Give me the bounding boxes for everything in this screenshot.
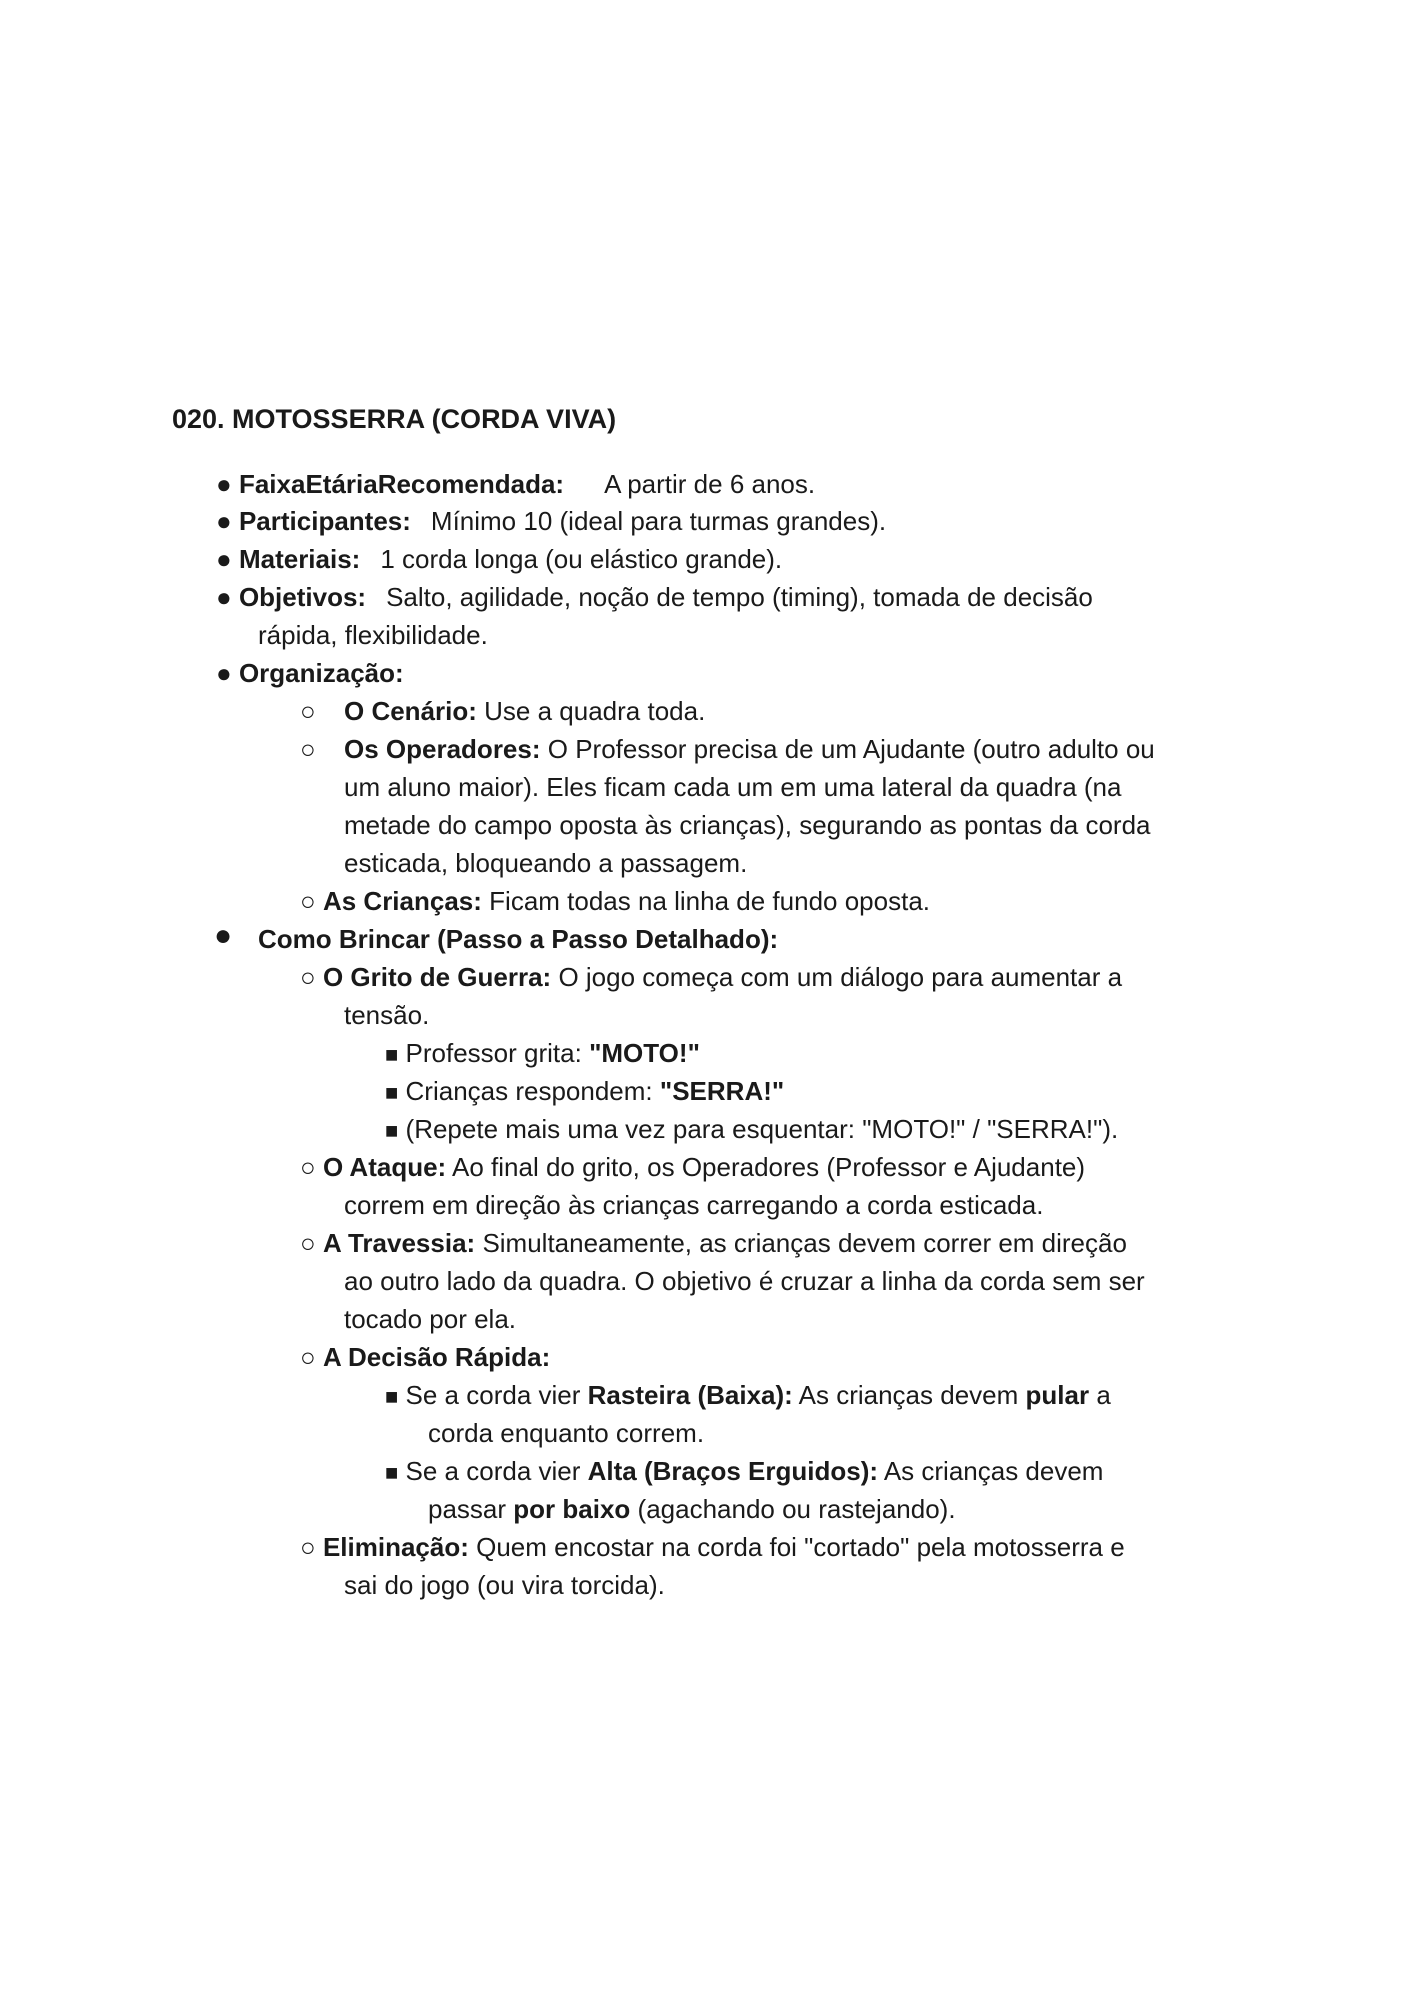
- grito-label: O Grito de Guerra:: [322, 962, 552, 992]
- circle-icon: ○: [300, 1342, 316, 1372]
- operadores-line4: esticada, bloqueando a passagem.: [344, 848, 748, 878]
- bullet-icon: ●: [216, 658, 232, 688]
- list-item-participantes: [216, 505, 886, 537]
- objetivos-line2: rápida, flexibilidade.: [258, 620, 488, 650]
- decisao-s1-pre: Se a corda vier: [405, 1380, 581, 1410]
- ataque-line2: correm em direção às crianças carregando a corda esticada.: [344, 1190, 1044, 1220]
- operadores-label: Os Operadores:: [344, 734, 541, 764]
- decisao-s1-mid: As crianças devem: [798, 1380, 1019, 1410]
- objetivos-label: Objetivos:: [238, 582, 367, 612]
- page-title: 020. MOTOSSERRA (CORDA VIVA): [172, 404, 617, 434]
- sublist-item-decisao: [300, 1341, 550, 1373]
- faixa-value: A partir de 6 anos.: [604, 469, 816, 499]
- grito-item-1: [385, 1037, 700, 1071]
- travessia-line1: Simultaneamente, as crianças devem correr em direção: [482, 1228, 1127, 1258]
- eliminacao-line1: Quem encostar na corda foi "cortado" pela motosserra e: [476, 1532, 1125, 1562]
- operadores-line2: um aluno maior). Eles ficam cada um em uma lateral da quadra (na: [344, 772, 1122, 802]
- travessia-line2: ao outro lado da quadra. O objetivo é cruzar a linha da corda sem ser: [344, 1266, 1145, 1296]
- grito-line2: tensão.: [344, 1000, 430, 1030]
- decisao-s2-pre: Se a corda vier: [405, 1456, 581, 1486]
- grito-item1-text: Professor grita:: [405, 1038, 582, 1068]
- organizacao-label: Organização:: [238, 658, 404, 688]
- circle-icon: ○: [300, 1228, 316, 1258]
- como-brincar-label: Como Brincar (Passo a Passo Detalhado):: [258, 924, 779, 954]
- bullet-icon: ●: [216, 469, 232, 499]
- decisao-item-1: [385, 1379, 1111, 1413]
- criancas-label: As Crianças:: [322, 886, 482, 916]
- list-item-materiais: [216, 543, 782, 575]
- eliminacao-label: Eliminação:: [322, 1532, 469, 1562]
- decisao-s2-bold: Alta (Braços Erguidos):: [587, 1456, 879, 1486]
- participantes-value: Mínimo 10 (ideal para turmas grandes).: [430, 506, 887, 536]
- square-icon: ■: [385, 1460, 399, 1485]
- bullet-icon: ●: [216, 506, 232, 536]
- faixa-label: FaixaEtáriaRecomendada:: [238, 469, 565, 499]
- cenario-label: O Cenário:: [344, 696, 477, 726]
- grito-line1: O jogo começa com um diálogo para aumentar a: [558, 962, 1123, 992]
- circle-icon: ○: [300, 886, 316, 916]
- criancas-value: Ficam todas na linha de fundo oposta.: [489, 886, 931, 916]
- sublist-item-cenario: [344, 695, 705, 727]
- circle-icon: ○: [300, 734, 316, 764]
- decisao-s1-bold2: pular: [1025, 1380, 1090, 1410]
- grito-item1-bold: "MOTO!": [589, 1038, 700, 1068]
- decisao-s1-post: a: [1096, 1380, 1111, 1410]
- decisao-s2-line2: [428, 1493, 956, 1525]
- cenario-value: Use a quadra toda.: [484, 696, 706, 726]
- operadores-line3: metade do campo oposta às crianças), segurando as pontas da corda: [344, 810, 1151, 840]
- objetivos-line1: Salto, agilidade, noção de tempo (timing), tomada de decisão: [386, 582, 1093, 612]
- sublist-item-ataque: [300, 1151, 1085, 1183]
- circle-icon: ○: [300, 962, 316, 992]
- sublist-item-operadores: [344, 733, 1155, 765]
- decisao-s2-post: As crianças devem: [883, 1456, 1104, 1486]
- grito-item2-text: Crianças respondem:: [405, 1076, 653, 1106]
- bullet-icon: ●: [214, 919, 233, 952]
- bullet-icon: ●: [216, 582, 232, 612]
- bullet-icon: ●: [216, 544, 232, 574]
- square-icon: ■: [385, 1042, 399, 1067]
- grito-item3-text: (Repete mais uma vez para esquentar: "MOTO!" / "SERRA!").: [405, 1114, 1119, 1144]
- list-item-objetivos: [216, 581, 1093, 613]
- travessia-label: A Travessia:: [322, 1228, 476, 1258]
- grito-item-3: [385, 1113, 1118, 1147]
- decisao-s1-line2: corda enquanto correm.: [428, 1418, 705, 1448]
- materiais-value: 1 corda longa (ou elástico grande).: [380, 544, 783, 574]
- materiais-label: Materiais:: [238, 544, 361, 574]
- decisao-s1-bold: Rasteira (Baixa):: [587, 1380, 793, 1410]
- circle-icon: ○: [300, 1152, 316, 1182]
- square-icon: ■: [385, 1384, 399, 1409]
- list-item-faixa: [216, 468, 815, 500]
- grito-item2-bold: "SERRA!": [659, 1076, 785, 1106]
- decisao-item-2: [385, 1455, 1103, 1489]
- decisao-s2-line2-pre: passar: [428, 1494, 507, 1524]
- grito-item-2: [385, 1075, 784, 1109]
- list-item-organizacao: [216, 657, 404, 689]
- circle-icon: ○: [300, 1532, 316, 1562]
- list-item-como-brincar: [258, 923, 778, 955]
- sublist-item-criancas: [300, 885, 930, 917]
- decisao-s2-line2-bold: por baixo: [513, 1494, 631, 1524]
- sublist-item-grito: [300, 961, 1122, 993]
- eliminacao-line2: sai do jogo (ou vira torcida).: [344, 1570, 665, 1600]
- participantes-label: Participantes:: [238, 506, 411, 536]
- square-icon: ■: [385, 1080, 399, 1105]
- operadores-line1: O Professor precisa de um Ajudante (outro adulto ou: [547, 734, 1155, 764]
- ataque-label: O Ataque:: [322, 1152, 447, 1182]
- square-icon: ■: [385, 1118, 399, 1143]
- sublist-item-eliminacao: [300, 1531, 1125, 1563]
- travessia-line3: tocado por ela.: [344, 1304, 517, 1334]
- decisao-label: A Decisão Rápida:: [322, 1342, 551, 1372]
- ataque-line1: Ao final do grito, os Operadores (Professor e Ajudante): [452, 1152, 1086, 1182]
- circle-icon: ○: [300, 696, 316, 726]
- sublist-item-travessia: [300, 1227, 1127, 1259]
- decisao-s2-line2-post: (agachando ou rastejando).: [637, 1494, 956, 1524]
